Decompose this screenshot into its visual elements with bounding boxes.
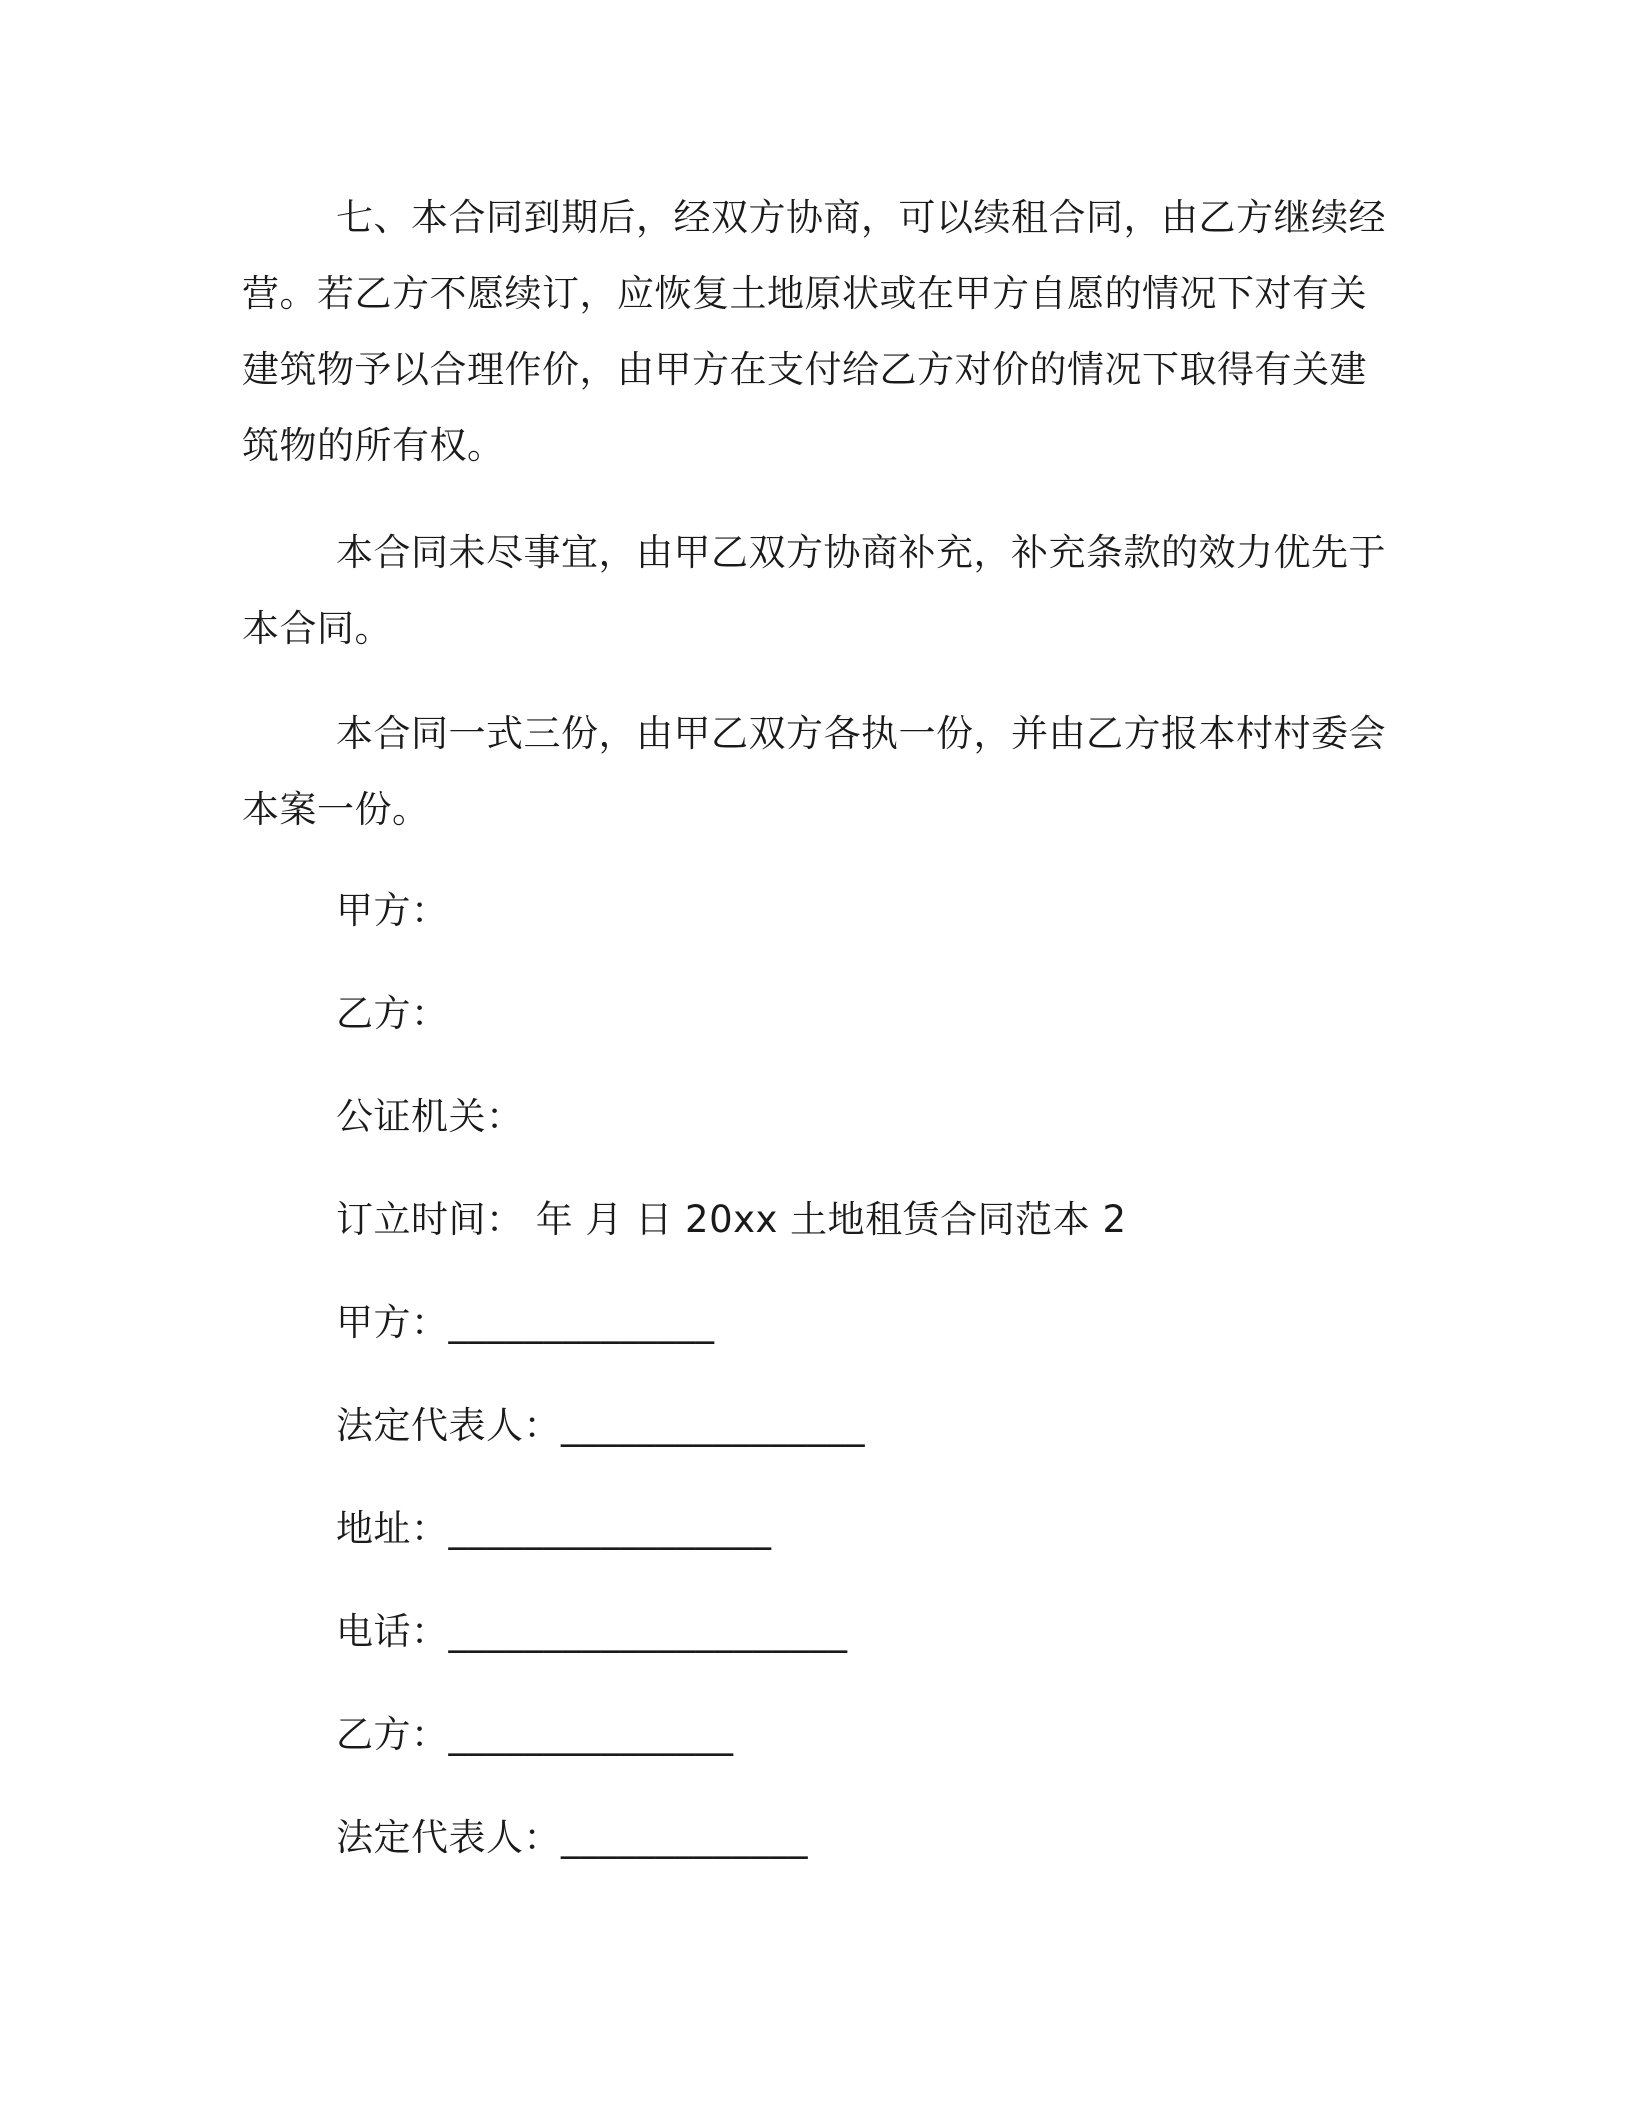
notary-label: 公证机关： [336, 1095, 524, 1138]
clause-seven-paragraph: 七、本合同到期后，经双方协商，可以续租合同，由乙方继续经营。若乙方不愿续订，应恢复土地原状或在甲方自愿的情况下对有关建筑物予以合理作价，由甲方在支付给乙方对价的情况下取得有关建筑物的所有权。 [242, 196, 1386, 467]
party-b-legal-rep-line: 法定代表人：_____________ [336, 1816, 808, 1859]
supplementary-terms-paragraph: 本合同未尽事宜，由甲乙双方协商补充，补充条款的效力优先于本合同。 [242, 531, 1386, 650]
copies-paragraph: 本合同一式三份，由甲乙双方各执一份，并由乙方报本村村委会本案一份。 [242, 712, 1386, 831]
party-a-label: 甲方： [336, 889, 449, 932]
party-b-blank-line: 乙方：_______________ [336, 1713, 734, 1756]
party-a-blank-line: 甲方：______________ [336, 1301, 715, 1344]
party-a-phone-line: 电话：_____________________ [336, 1610, 848, 1653]
party-b-label: 乙方： [336, 992, 449, 1035]
signing-date-line: 订立时间： 年 月 日 20xx 土地租赁合同范本 2 [336, 1198, 1127, 1241]
party-a-legal-rep-line: 法定代表人：________________ [336, 1404, 865, 1447]
party-a-address-line: 地址：_________________ [336, 1507, 772, 1550]
